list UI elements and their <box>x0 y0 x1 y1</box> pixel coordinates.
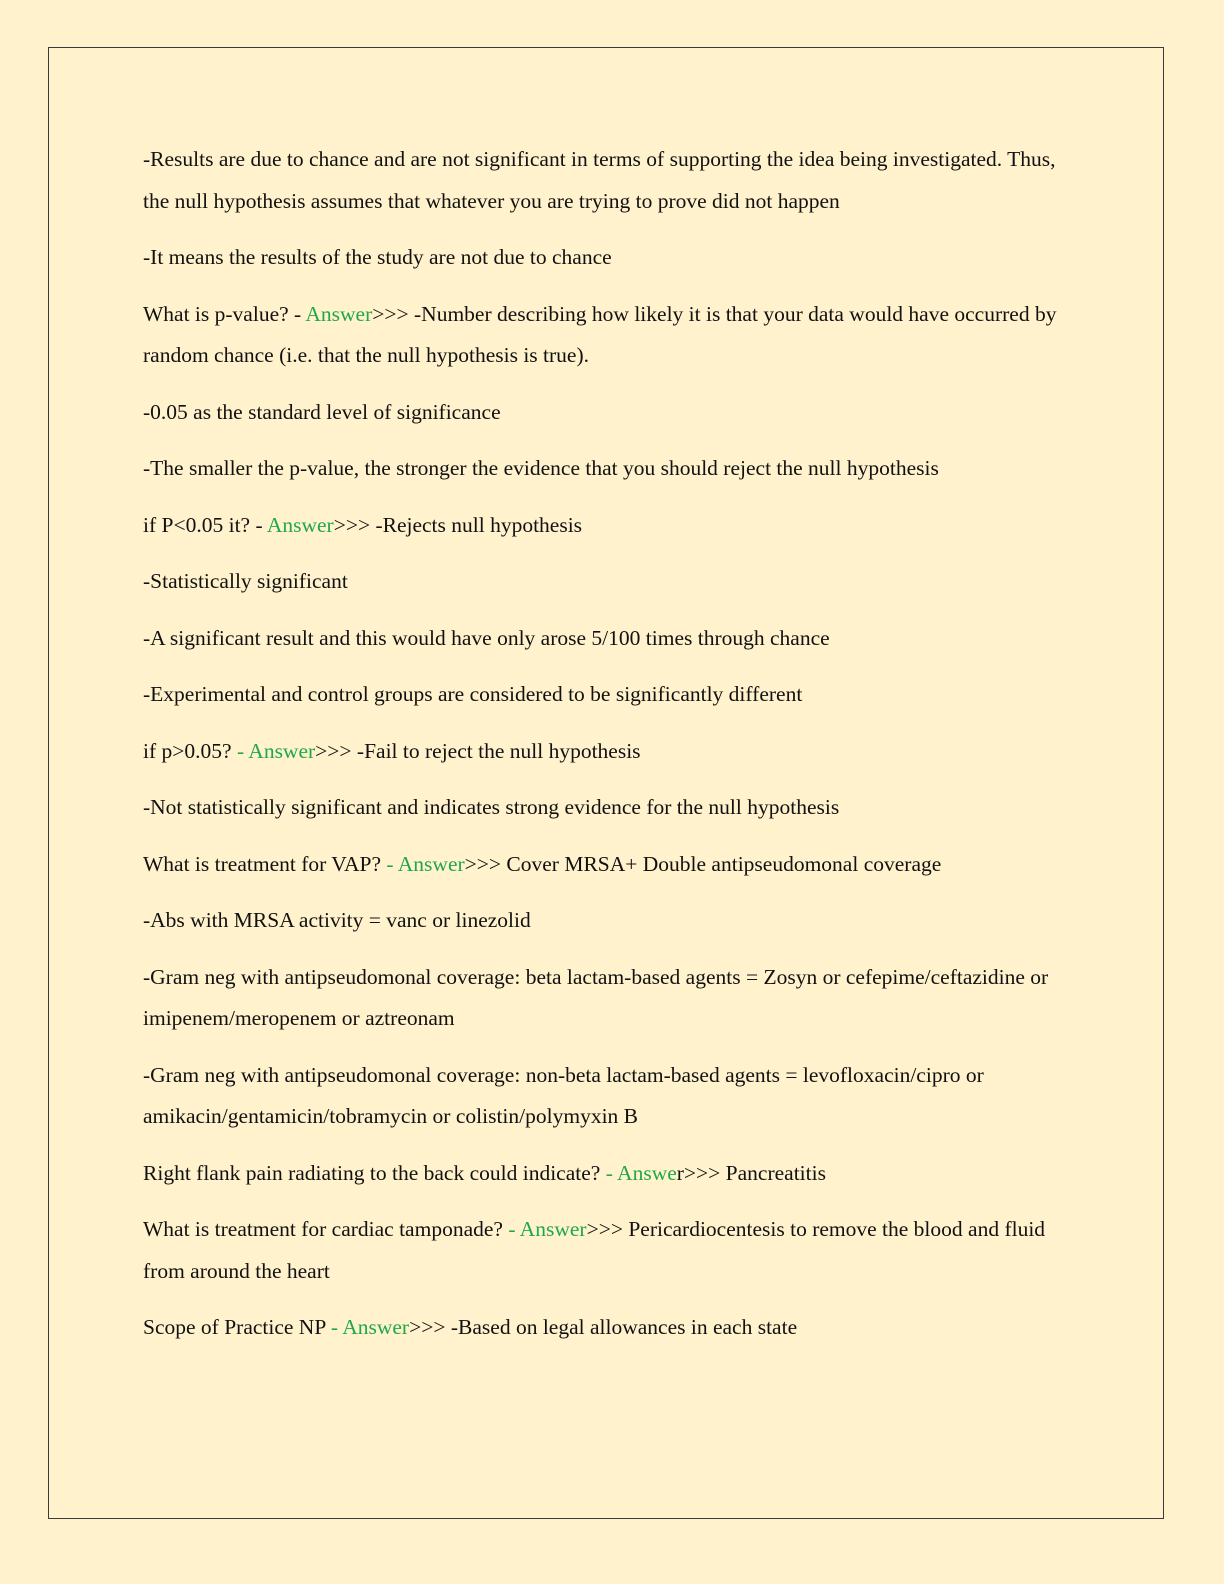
paragraph <box>143 731 1063 773</box>
answer-label: - Answer <box>508 1217 587 1241</box>
answer-text: >>> Pericardiocentesis to remove the blood and fluid from around the heart <box>143 1217 1046 1283</box>
answer-text: r>>> Pancreatitis <box>676 1160 826 1185</box>
question-text: What is treatment for VAP? <box>143 851 387 876</box>
paragraph <box>143 237 1063 279</box>
answer-text: >>> -Rejects null hypothesis <box>333 512 583 537</box>
answer-text: -0.05 as the standard level of significance <box>143 399 501 424</box>
answer-label: Answer <box>305 301 373 326</box>
answer-label: - Answer <box>386 851 465 876</box>
paragraph <box>143 957 1063 1040</box>
question-text: Right flank pain radiating to the back could indicate? <box>143 1160 606 1185</box>
paragraph <box>143 1055 1063 1138</box>
paragraph <box>143 900 1063 942</box>
paragraph <box>143 674 1063 716</box>
paragraph <box>143 505 1063 547</box>
paragraph <box>143 1209 1063 1292</box>
paragraph <box>143 561 1063 603</box>
question-text: Scope of Practice NP <box>143 1315 331 1339</box>
question-text: if p>0.05? <box>143 738 237 763</box>
answer-text: -A significant result and this would have only arose 5/100 times through chance <box>143 625 830 650</box>
answer-text: -Abs with MRSA activity = vanc or linezolid <box>143 908 531 932</box>
paragraph <box>143 392 1063 434</box>
answer-text: >>> Cover MRSA+ Double antipseudomonal coverage <box>464 851 942 876</box>
question-text: if P<0.05 it? - <box>143 512 267 537</box>
question-text: What is treatment for cardiac tamponade? <box>143 1217 509 1241</box>
answer-text: >>> -Based on legal allowances in each state <box>409 1315 798 1339</box>
answer-label: - Answe <box>605 1160 677 1185</box>
paragraph <box>143 1153 1063 1195</box>
answer-text: -Not statistically significant and indicates strong evidence for the null hypothesis <box>143 795 840 819</box>
document-body <box>143 139 1063 1364</box>
answer-text: >>> -Fail to reject the null hypothesis <box>315 738 641 763</box>
answer-label: - Answer <box>330 1315 410 1339</box>
answer-text: >>> -Number describing how likely it is that your data would have occurred by random chance (i.e. that the null hypothesis is true). <box>143 301 1057 367</box>
paragraph <box>143 844 1063 886</box>
answer-label: - Answer <box>236 738 316 763</box>
answer-text: -Results are due to chance and are not significant in terms of supporting the idea being investigated. Thus, the null hypothesis assumes that whatever you are trying to prove did not happen <box>143 147 1056 213</box>
answer-text: -Gram neg with antipseudomonal coverage: beta lactam-based agents = Zosyn or cefepime/ceftazidine or imipenem/meropenem or aztreonam <box>143 964 1049 1030</box>
paragraph <box>143 1307 1063 1349</box>
paragraph <box>143 618 1063 660</box>
answer-text: -It means the results of the study are not due to chance <box>143 245 612 269</box>
answer-label: Answer <box>266 512 334 537</box>
answer-text: -The smaller the p-value, the stronger the evidence that you should reject the null hypothesis <box>143 456 939 480</box>
paragraph <box>143 139 1063 222</box>
paragraph <box>143 294 1063 377</box>
paragraph <box>143 787 1063 829</box>
answer-text: -Gram neg with antipseudomonal coverage: non-beta lactam-based agents = levofloxacin/cipro or amikacin/gentamicin/tobramycin or colistin/polymyxin B <box>143 1062 984 1128</box>
answer-text: -Statistically significant <box>143 569 348 593</box>
paragraph <box>143 448 1063 490</box>
answer-text: -Experimental and control groups are considered to be significantly different <box>143 682 803 706</box>
question-text: What is p-value? - <box>143 301 306 326</box>
